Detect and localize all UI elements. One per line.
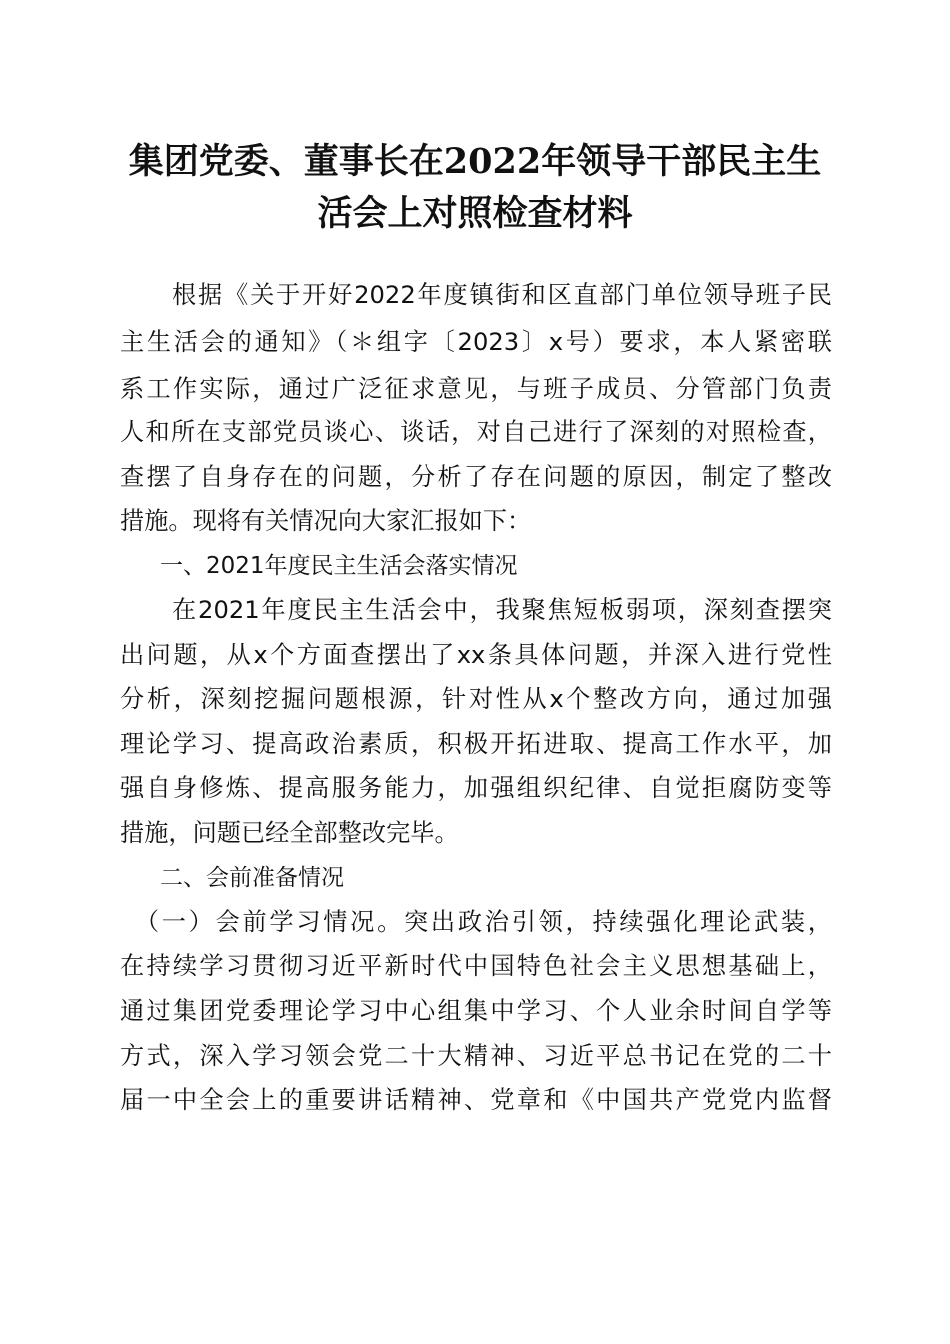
section-heading-2: 二、会前准备情况: [160, 865, 344, 891]
section1-line: 出问题，从x个方面查摆出了xx条具体问题，并深入进行党性: [120, 641, 832, 669]
intro-line: 系工作实际，通过广泛征求意见，与班子成员、分管部门负责: [120, 375, 832, 403]
title-line-2: 活会上对照检查材料: [317, 193, 633, 234]
intro-line: 根据《关于开好2022年度镇街和区直部门单位领导班子民: [120, 281, 832, 309]
intro-line: 人和所在支部党员谈心、谈话，对自己进行了深刻的对照检查，: [120, 418, 832, 446]
section-heading-1: 一、2021年度民主生活会落实情况: [160, 553, 518, 579]
intro-line: 主生活会的通知》（＊组字〔2023〕x号）要求，本人紧密联: [120, 328, 832, 356]
section2-line: 通过集团党委理论学习中心组集中学习、个人业余时间自学等: [120, 997, 832, 1025]
title-line-1: 集团党委、董事长在2022年领导干部民主生: [128, 141, 822, 182]
section1-line: 分析，深刻挖掘问题根源，针对性从x个整改方向，通过加强: [120, 685, 832, 713]
intro-line: 措施。现将有关情况向大家汇报如下：: [120, 507, 532, 535]
intro-line: 查摆了自身存在的问题，分析了存在问题的原因，制定了整改: [120, 463, 832, 491]
section1-line: 强自身修炼、提高服务能力，加强组织纪律、自觉拒腐防变等: [120, 774, 832, 802]
section1-line: 理论学习、提高政治素质，积极开拓进取、提高工作水平，加: [120, 730, 832, 758]
document-title: [60, 136, 890, 240]
section2-line: 届一中全会上的重要讲话精神、党章和《中国共产党党内监督: [120, 1086, 832, 1114]
section2-line: 在持续学习贯彻习近平新时代中国特色社会主义思想基础上，: [120, 952, 832, 980]
section1-line: 措施，问题已经全部整改完毕。: [120, 819, 459, 847]
section2-line: 方式，深入学习领会党二十大精神、习近平总书记在党的二十: [120, 1042, 832, 1070]
section1-line: 在2021年度民主生活会中，我聚焦短板弱项，深刻查摆突: [120, 596, 832, 624]
section2-line: （一）会前学习情况。突出政治引领，持续强化理论武装，: [120, 908, 832, 936]
